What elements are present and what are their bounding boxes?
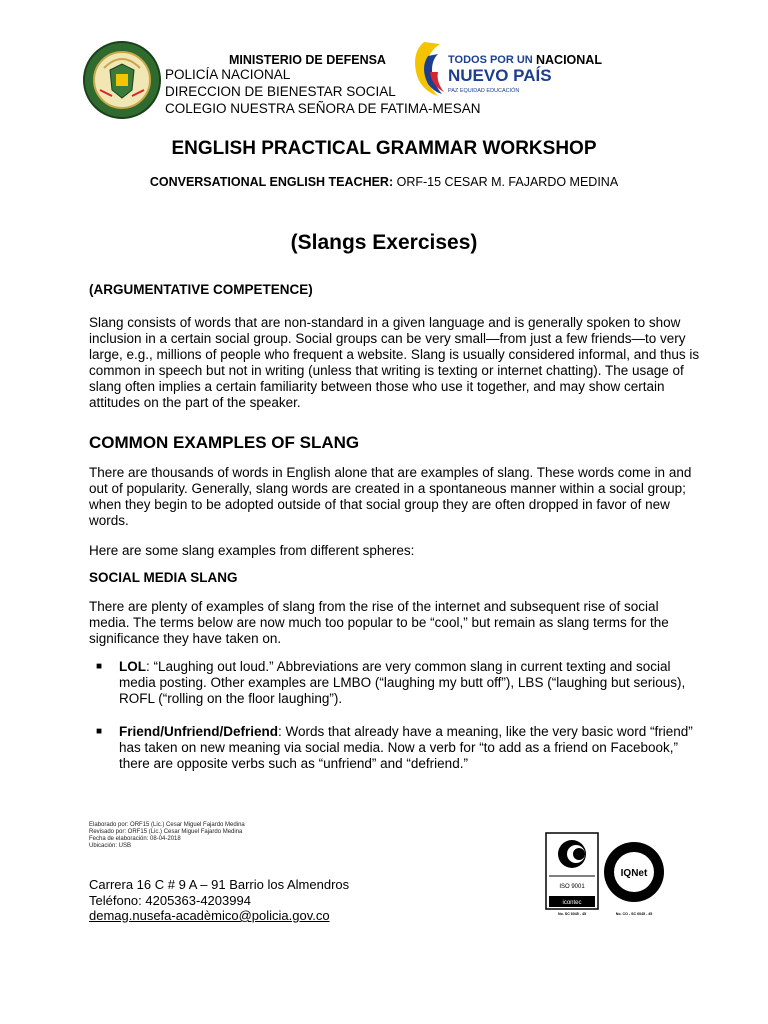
nacional-label: NACIONAL: [536, 53, 602, 67]
icontec-code: No. SC 6045 - 45: [558, 912, 586, 916]
teacher-label: CONVERSATIONAL ENGLISH TEACHER:: [149, 175, 394, 189]
iqnet-cert-logo: [600, 840, 668, 918]
footer-meta: [89, 822, 245, 850]
spheres-line: Here are some slang examples from different spheres:: [89, 543, 415, 558]
teacher-line: [0, 175, 768, 189]
logo-line1: TODOS POR UN: [448, 54, 533, 66]
meta-revisado: Revisado por: ORF15 (Lic.) Cesar Miguel Fajardo Medina: [89, 829, 243, 835]
footer-email-link[interactable]: demag.nusefa-acadèmico@policia.gov.co: [89, 908, 330, 923]
footer-address-block: [89, 877, 349, 924]
social-paragraph: There are plenty of examples of slang from the rise of the internet and subsequent rise of social media. The terms below are now much too popular to be “cool,” but remain as slang terms for the significance they have taken on.: [89, 599, 669, 646]
logo-line3: PAZ EQUIDAD EDUCACIÓN: [448, 88, 520, 94]
footer-phone: Teléfono: 4205363-4203994: [89, 892, 251, 908]
common-paragraph: There are thousands of words in English alone that are examples of slang. These words come in and out of popularity. Generally, slang words are created in a spontaneous manner within a social group; when they begin to be adopted outside of that social group they are often dropped in favor of new words.: [89, 465, 692, 528]
subtitle: (Slangs Exercises): [290, 231, 478, 254]
header-line-police: POLICÍA NACIONAL: [165, 67, 291, 82]
bullet-marker: ■: [96, 661, 103, 672]
footer-address: Carrera 16 C # 9 A – 91 Barrio los Almendros: [89, 877, 350, 892]
logo-line2: NUEVO PAÍS: [448, 66, 552, 85]
iqnet-code: No. CO - SC 6045 - 45: [615, 912, 653, 916]
bullet-item-lol: [119, 659, 699, 707]
header-line-colegio: COLEGIO NUESTRA SEÑORA DE FATIMA-MESAN: [165, 101, 481, 116]
bullet-marker: ■: [96, 726, 103, 737]
ministry-label: MINISTERIO DE DEFENSA: [229, 53, 386, 67]
todos-por-un-nuevo-pais-logo: [410, 38, 552, 100]
header-line-direccion: DIRECCION DE BIENESTAR SOCIAL: [165, 84, 396, 99]
bullet-text: : Words that already have a meaning, like the very basic word “friend” has taken on new meaning via social media. Now a verb for “to add as a friend on Facebook,” there are opposite verbs such as “unfriend” and “defriend.”: [119, 724, 693, 771]
social-heading: SOCIAL MEDIA SLANG: [89, 570, 238, 585]
meta-ubicacion: Ubicación: USB: [89, 843, 132, 849]
intro-paragraph: Slang consists of words that are non-standard in a given language and is generally spoken to show inclusion in a certain social group. Social groups can be very small—from just a few friends—to very large, e.g., millions of people who frequent a website. Slang is usually considered informal, and thus is common in speech but not in writing (unless that writing is texting or internet chatting). The usage of slang often implies a certain familiarity between those who use it together, and may show certain attitudes on the part of the speaker.: [89, 315, 700, 410]
meta-elaborado: Elaborado por: ORF15 (Lic.) Cesar Miguel Fajardo Medina: [89, 822, 245, 828]
bullet-item-friend: [119, 724, 699, 772]
bullet-text: : “Laughing out loud.” Abbreviations are very common slang in current texting and social media posting. Other examples are LMBO (“laughing my butt off”), LBS (“laughing but serious), ROFL (“rolling on the floor laughing”).: [119, 659, 686, 706]
competence-label: (ARGUMENTATIVE COMPETENCE): [89, 282, 313, 297]
icontec-cert-logo: [545, 832, 599, 916]
page-title: ENGLISH PRACTICAL GRAMMAR WORKSHOP: [171, 138, 597, 159]
iqnet-brand: IQNet: [620, 868, 648, 879]
bullet-term: Friend/Unfriend/Defriend: [119, 724, 279, 739]
common-heading: COMMON EXAMPLES OF SLANG: [89, 433, 360, 452]
icontec-brand: icontec: [562, 900, 582, 906]
meta-fecha: Fecha de elaboración: 08-04-2018: [89, 836, 181, 842]
police-emblem-logo: [82, 40, 162, 120]
teacher-name: ORF-15 CESAR M. FAJARDO MEDINA: [393, 175, 619, 189]
iso-label: ISO 9001: [559, 884, 585, 890]
bullet-term: LOL: [119, 659, 146, 674]
